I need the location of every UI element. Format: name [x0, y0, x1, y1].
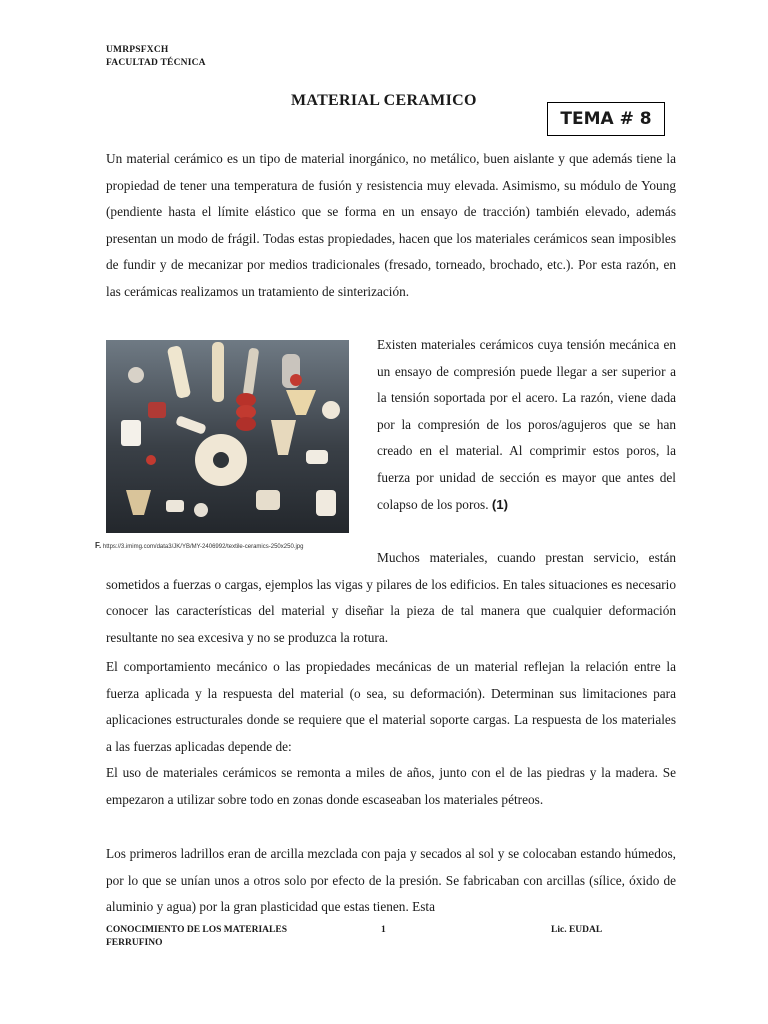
paragraph-compression-text: Existen materiales cerámicos cuya tensión mecánica en un ensayo de compresión puede llegar a ser superior a la tensión soportada por el acero. La razón, viene dada por la compresión de los poros/agujeros que se han creado en el material. Al comprimir estos poros, la fuerza por unidad de sección es mayor que antes del colapso de los poros. [377, 337, 676, 512]
caption-url: https://3.imimg.com/data3/JK/YB/MY-2406992/textile-ceramics-250x250.jpg [102, 544, 304, 550]
ceramics-photo [106, 340, 349, 533]
footer-surname: FERRUFINO [106, 938, 163, 948]
ceramic-parts-illustration [106, 340, 349, 533]
document-title: MATERIAL CERAMICO [291, 92, 477, 109]
page-number: 1 [381, 925, 386, 935]
paragraph-history: El uso de materiales cerámicos se remonta a miles de años, junto con el de las piedras y la madera. Se empezaron a utilizar sobre todo en zonas donde escaseaban los materiales pétreos. [106, 765, 676, 807]
paragraph-intro: Un material cerámico es un tipo de material inorgánico, no metálico, buen aislante y que además tiene la propiedad de tener una temperatura de fusión y resistencia muy elevada. Asimismo, su módulo de Young (pendiente hasta el límite elástico que se forma en un ensayo de tracción) también elevado, además presentan un modo de frágil. Todas estas propiedades, hacen que los materiales cerámicos sean imposibles de fundir y de mecanizar por medios tradicionales (fresado, torneado, brochado, etc.). Por esta razón, en las cerámicas realizamos un tratamiento de sinterización. [106, 151, 676, 299]
paragraph-loads: Muchos materiales, cuando prestan servicio, están sometidos a fuerzas o cargas, ejemplos las vigas y pilares de los edificios. En tales situaciones es necesario conocer las características del material y diseñar la pieza de tal manera que cualquier deformación resultante no sea excesiva y no se produzca la rotura. [106, 550, 676, 645]
footer-author: Lic. EUDAL [551, 925, 603, 935]
caption-prefix: F. [95, 541, 102, 550]
header-faculty: FACULTAD TÉCNICA [106, 58, 206, 68]
tema-badge: TEMA # 8 [547, 102, 665, 136]
header-institution: UMRPSFXCH [106, 45, 169, 55]
paragraph-bricks: Los primeros ladrillos eran de arcilla mezclada con paja y secados al sol y se colocaban estando húmedos, por lo que se unían unos a otros solo por efecto de la presión. Se fabricaban con arcillas (sílice, óxido de aluminio y agua) por la gran plasticidad que estas tienen. Esta [106, 846, 676, 915]
reference-marker: (1) [491, 496, 509, 512]
paragraph-mechanical-behavior: El comportamiento mecánico o las propiedades mecánicas de un material reflejan la relación entre la fuerza aplicada y la respuesta del material (o sea, su deformación). Determinan sus limitaciones para aplicaciones estructurales donde se requiere que el material soporte cargas. La respuesta de los materiales a las fuerzas aplicadas depende de: [106, 659, 676, 754]
footer-course: CONOCIMIENTO DE LOS MATERIALES [106, 925, 287, 935]
paragraph-compression [377, 332, 676, 518]
